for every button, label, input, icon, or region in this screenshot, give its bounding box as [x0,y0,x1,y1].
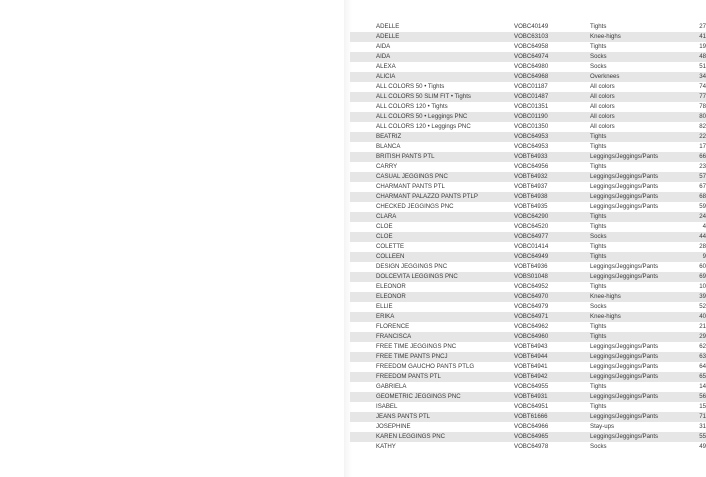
table-row [350,282,706,292]
product-name: ADELLE [350,32,514,42]
page-number: 63 [686,352,706,362]
page-number: 22 [686,132,706,142]
page-number: 67 [699,183,706,190]
product-category: Leggings/Jeggings/Pants [590,183,659,190]
product-name: GEOMETRIC JEGGINGS PNC [350,392,514,402]
product-code: VOBC64962 [514,323,549,330]
product-code: VOBC64980 [514,63,549,70]
product-name: ELEONOR [350,292,514,302]
product-name: ALL COLORS 50 SLIM FIT • Tights [350,92,514,102]
product-code: VOBT64936 [514,263,548,270]
product-name: CLARA [350,212,514,222]
table-row [350,292,706,302]
page-number: 80 [686,112,706,122]
product-name: ISABEL [376,403,398,410]
table-row [350,152,706,162]
table-row [350,372,706,382]
product-name: BRITISH PANTS PTL [350,152,514,162]
product-name: ELEONOR [376,283,406,290]
product-code: VOBT64938 [514,192,590,202]
product-code: VOBC64956 [514,163,549,170]
product-code: VOBC64979 [514,303,549,310]
product-code: VOBC64966 [514,423,549,430]
table-row [350,262,706,272]
product-category: Tights [590,223,607,230]
product-code: VOBT64933 [514,152,590,162]
product-code: VOBC64958 [514,43,549,50]
table-row [350,402,706,412]
product-category: Tights [590,23,607,30]
product-code: VOBC64951 [514,403,549,410]
table-row [350,432,706,442]
table-row [350,62,706,72]
product-code: VOBC64955 [514,383,549,390]
product-name: BLANCA [376,143,401,150]
product-name: ALL COLORS 50 • Tights [376,83,445,90]
product-category: Stay-ups [590,423,615,430]
product-code: VOBC64968 [514,72,590,82]
product-code: VOBC64952 [514,283,549,290]
product-category: Leggings/Jeggings/Pants [590,363,659,370]
product-code: VOBC64970 [514,292,590,302]
product-category: Tights [590,43,607,50]
product-name: FRANCISCA [350,332,514,342]
page-number: 10 [699,283,706,290]
page-number: 59 [699,203,706,210]
product-code: VOBT64937 [514,183,548,190]
product-code: VOBT64944 [514,352,590,362]
product-name: AIDA [376,43,391,50]
product-name: FREEDOM PANTS PTL [350,372,514,382]
table-row [350,102,706,112]
table-row [350,412,706,422]
product-code: VOBC64520 [514,223,549,230]
table-row [350,442,706,452]
page-number: 71 [686,412,706,422]
product-category: Socks [590,52,686,62]
table-row [350,172,706,182]
product-category: Knee-highs [590,292,686,302]
table-row [350,212,706,222]
product-name: DOLCEVITA LEGGINGS PNC [350,272,514,282]
page-number: 14 [699,383,706,390]
page-number: 21 [699,323,706,330]
product-category: All colors [590,103,615,110]
product-category: Leggings/Jeggings/Pants [590,192,686,202]
product-name: COLETTE [376,243,405,250]
product-category: Tights [590,252,686,262]
product-code: VOBC64977 [514,232,590,242]
product-name: BEATRIZ [350,132,514,142]
table-row [350,42,706,52]
product-category: Leggings/Jeggings/Pants [590,203,659,210]
product-category: Tights [590,332,686,342]
product-category: Tights [590,323,607,330]
product-category: Socks [590,443,607,450]
table-row [350,182,706,192]
product-name: JOSEPHINE [376,423,411,430]
product-category: Knee-highs [590,32,686,42]
table-row [350,342,706,352]
product-category: Leggings/Jeggings/Pants [590,412,686,422]
page-number: 23 [699,163,706,170]
product-name: FREE TIME JEGGINGS PNC [376,343,457,350]
product-code: VOBT64935 [514,203,548,210]
page-number: 27 [699,23,706,30]
product-category: Socks [590,232,686,242]
product-code: VOBC64971 [514,312,590,322]
product-name: FREE TIME PANTS PNCJ [350,352,514,362]
product-category: Leggings/Jeggings/Pants [590,352,686,362]
product-name: CLOE [376,223,393,230]
table-row [350,72,706,82]
product-code: VOBC40149 [514,23,549,30]
page-number: 60 [699,263,706,270]
product-code: VOBC64978 [514,443,549,450]
page-number: 44 [686,232,706,242]
page-number: 52 [699,303,706,310]
product-category: Leggings/Jeggings/Pants [590,172,686,182]
product-code: VOBC01187 [514,83,548,90]
product-category: Socks [590,63,607,70]
product-index-table [350,22,706,452]
page-number: 17 [699,143,706,150]
product-code: VOBC64953 [514,132,590,142]
table-row [350,352,706,362]
product-category: Tights [590,143,607,150]
page-number: 15 [699,403,706,410]
product-name: ALL COLORS 120 • Tights [376,103,448,110]
product-code: VOBC63103 [514,32,590,42]
product-category: Overknees [590,72,686,82]
product-category: Tights [590,383,607,390]
table-row [350,222,706,232]
product-name: CHECKED JEGGINGS PNC [376,203,454,210]
table-row [350,22,706,32]
product-name: ALL COLORS 120 • Leggings PNC [376,123,471,130]
product-name: ADELLE [376,23,400,30]
product-name: FREEDOM GAUCHO PANTS PTLG [376,363,475,370]
table-row [350,112,706,122]
product-code: VOBC64953 [514,143,549,150]
product-code: VOBC01190 [514,112,590,122]
product-name: KAREN LEGGINGS PNC [350,432,514,442]
page-number: 49 [699,443,706,450]
table-row [350,322,706,332]
table-row [350,202,706,212]
page-number: 34 [686,72,706,82]
product-name: ALL COLORS 50 • Leggings PNC [350,112,514,122]
product-category: Knee-highs [590,312,686,322]
page-number: 74 [699,83,706,90]
table-row [350,272,706,282]
product-name: CHARMANT PANTS PTL [376,183,445,190]
product-category: Tights [590,403,607,410]
table-row [350,302,706,312]
product-category: Tights [590,132,686,142]
table-row [350,232,706,242]
product-name: GABRIELA [376,383,407,390]
product-category: Socks [590,303,607,310]
product-name: ERIKA [350,312,514,322]
product-name: CARRY [376,163,398,170]
table-row [350,142,706,152]
product-code: VOBT61666 [514,412,590,422]
product-category: Tights [590,212,686,222]
product-code: VOBC64960 [514,332,590,342]
product-code: VOBC01350 [514,123,549,130]
page-number: 62 [699,343,706,350]
product-category: Leggings/Jeggings/Pants [590,152,686,162]
product-code: VOBC64290 [514,212,590,222]
page-number: 24 [686,212,706,222]
product-name: CLOE [350,232,514,242]
page-number: 29 [686,332,706,342]
table-row [350,92,706,102]
table-row [350,252,706,262]
product-code: VOBC64965 [514,432,590,442]
product-code: VOBC01487 [514,92,590,102]
page-number: 82 [699,123,706,130]
product-name: ALEXA [376,63,396,70]
page-number: 57 [686,172,706,182]
table-row [350,362,706,372]
table-row [350,422,706,432]
product-code: VOBT64942 [514,372,590,382]
product-category: Tights [590,243,607,250]
product-code: VOBT64931 [514,392,590,402]
page-number: 31 [699,423,706,430]
product-category: Leggings/Jeggings/Pants [590,392,686,402]
page-number: 68 [686,192,706,202]
product-name: KATHY [376,443,396,450]
product-category: Tights [590,163,607,170]
table-row [350,332,706,342]
product-name: CHARMANT PALAZZO PANTS PTLP [350,192,514,202]
table-row [350,382,706,392]
product-name: ELLIE [376,303,393,310]
product-category: All colors [590,112,686,122]
page-number: 77 [686,92,706,102]
page-number: 51 [699,63,706,70]
page-number: 39 [686,292,706,302]
product-name: JEANS PANTS PTL [350,412,514,422]
table-row [350,82,706,92]
product-category: Leggings/Jeggings/Pants [590,263,659,270]
table-row [350,132,706,142]
product-name: CASUAL JEGGINGS PNC [350,172,514,182]
product-name: ALICIA [350,72,514,82]
page-number: 56 [686,392,706,402]
page-number: 19 [699,43,706,50]
page-number: 69 [686,272,706,282]
product-code: VOBC64949 [514,252,590,262]
product-code: VOBT64943 [514,343,548,350]
product-category: Leggings/Jeggings/Pants [590,343,659,350]
product-category: Leggings/Jeggings/Pants [590,372,686,382]
product-index-body [350,22,706,452]
table-row [350,392,706,402]
table-row [350,162,706,172]
product-name: COLLEEN [350,252,514,262]
page-number: 66 [686,152,706,162]
page-number: 4 [702,223,706,230]
table-row [350,192,706,202]
table-row [350,32,706,42]
product-category: All colors [590,123,615,130]
product-category: Leggings/Jeggings/Pants [590,432,686,442]
product-category: All colors [590,83,615,90]
table-row [350,312,706,322]
page-number: 48 [686,52,706,62]
page-number: 40 [686,312,706,322]
product-name: AIDA [350,52,514,62]
page-number: 64 [699,363,706,370]
product-category: Tights [590,283,607,290]
product-code: VOBT64932 [514,172,590,182]
page-number: 41 [686,32,706,42]
page-number: 55 [686,432,706,442]
page-number: 65 [686,372,706,382]
page-number: 9 [686,252,706,262]
page-number: 28 [699,243,706,250]
table-row [350,122,706,132]
table-row [350,242,706,252]
product-code: VOBC01351 [514,103,549,110]
product-code: VOBT64941 [514,363,548,370]
product-category: All colors [590,92,686,102]
product-category: Leggings/Jeggings/Pants [590,272,686,282]
page-number: 78 [699,103,706,110]
product-name: DESIGN JEGGINGS PNC [376,263,448,270]
product-code: VOBC01414 [514,243,549,250]
product-code: VOBC64974 [514,52,590,62]
product-name: FLORENCE [376,323,410,330]
table-row [350,52,706,62]
product-code: VOBS01048 [514,272,590,282]
